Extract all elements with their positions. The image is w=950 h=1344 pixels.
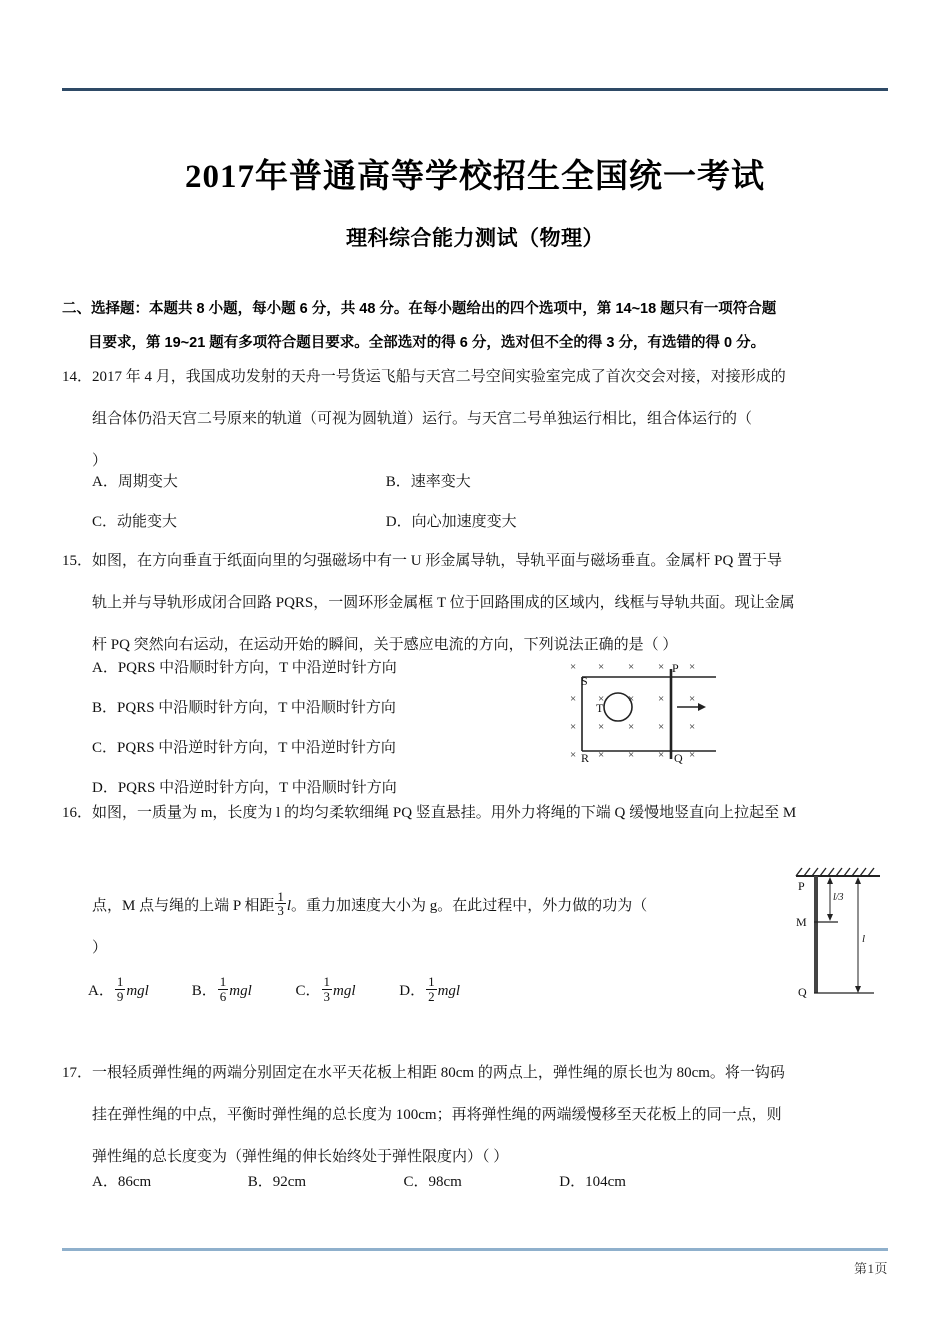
- fraction-numerator: 1: [323, 974, 331, 989]
- option-c-text: 动能变大: [117, 514, 178, 530]
- question-17-option-c[interactable]: [404, 1162, 556, 1202]
- label-p: P: [672, 661, 679, 675]
- hanging-rope-diagram: [784, 862, 888, 1002]
- option-c-fraction: [322, 975, 333, 1003]
- question-15-figure: [558, 655, 723, 772]
- option-c-text: 98cm: [428, 1174, 462, 1190]
- question-16-option-d[interactable]: [399, 975, 499, 1006]
- option-b-label: B．: [191, 983, 217, 1000]
- option-a-label: A．: [92, 474, 118, 490]
- question-16-option-c[interactable]: [296, 975, 396, 1006]
- question-15-option-b[interactable]: [92, 688, 397, 728]
- svg-text:×: ×: [628, 749, 635, 761]
- option-b-text: 速率变大: [410, 474, 471, 490]
- svg-text:×: ×: [658, 693, 665, 705]
- dimension-length-arrow-down: [855, 986, 861, 993]
- option-a-text: PQRS 中沿顺时针方向，T 中沿逆时针方向: [117, 660, 397, 676]
- fraction-denominator: 2: [428, 988, 435, 1004]
- page-number: 第1页: [853, 1261, 888, 1276]
- option-a-fraction: [115, 975, 126, 1003]
- question-14-line-2: 组合体仍沿天宫二号原来的轨道（可视为圆轨道）运行。与天宫二号单独运行相比，组合体运行的（: [92, 411, 753, 427]
- label-q: Q: [674, 751, 683, 765]
- dimension-third-arrow-up: [827, 877, 833, 884]
- u-shaped-rail-magnetic-field-diagram: [558, 655, 723, 767]
- svg-text:×: ×: [689, 749, 696, 761]
- svg-text:×: ×: [598, 693, 605, 705]
- svg-text:×: ×: [598, 721, 605, 733]
- question-16-line-1: 如图，一质量为 m，长度为 l 的均匀柔软细绳 PQ 竖直悬挂。用外力将绳的下端 Q 缓慢地竖直向上拉起至 M: [92, 805, 797, 821]
- fraction-numerator: 1: [219, 974, 227, 989]
- svg-text:×: ×: [570, 661, 577, 673]
- label-q: Q: [798, 985, 807, 999]
- question-16-option-b[interactable]: [192, 975, 292, 1006]
- option-c-label: C．: [92, 740, 118, 756]
- rope-figure-labels: [796, 879, 865, 999]
- option-d-expr: mgl: [437, 983, 461, 1000]
- svg-text:×: ×: [658, 749, 665, 761]
- svg-text:×: ×: [689, 661, 696, 673]
- dimension-length-arrow-up: [855, 877, 861, 884]
- option-d-label: D．: [92, 780, 118, 796]
- option-a-text: 86cm: [117, 1174, 152, 1190]
- question-14-number: 14．: [62, 369, 93, 385]
- option-b-label: B．: [385, 474, 411, 490]
- header-divider: [62, 88, 888, 91]
- question-15-options: [92, 648, 397, 808]
- option-b-fraction: [218, 975, 229, 1003]
- svg-text:×: ×: [689, 693, 696, 705]
- fraction-denominator: 3: [277, 903, 284, 919]
- question-16-option-row: [88, 975, 499, 1006]
- label-l: l: [862, 933, 866, 945]
- question-14-line-1: 2017 年 4 月，我国成功发射的天舟一号货运飞船与天宫二号空间实验室完成了首次交会对接，对接形成的: [92, 369, 786, 385]
- label-p: P: [798, 879, 805, 893]
- label-r: R: [581, 751, 590, 765]
- option-c-label: C．: [403, 1174, 429, 1190]
- section-instructions-line-2: 目要求，第 19~21 题有多项符合题目要求。全部选对的得 6 分，选对但不全的得 3 分，有选错的得 0 分。: [88, 335, 766, 351]
- question-17-option-row: [92, 1162, 711, 1202]
- question-14-options: [92, 462, 676, 542]
- footer-divider: [62, 1248, 888, 1251]
- question-14-option-d[interactable]: [386, 502, 676, 542]
- option-b-text: 92cm: [272, 1174, 307, 1190]
- option-d-label: D．: [385, 514, 412, 530]
- option-d-label: D．: [559, 1174, 586, 1190]
- question-15-line-2: 轨上并与导轨形成闭合回路 PQRS，一圆环形金属框 T 位于回路围成的区域内，线框与导轨共面。现让金属: [92, 595, 795, 611]
- question-14-option-row-2: [92, 502, 676, 542]
- option-c-expr: mgl: [333, 983, 356, 1000]
- question-16-figure: [784, 862, 888, 1007]
- fraction-numerator: 1: [277, 888, 284, 904]
- option-a-label: A．: [88, 983, 114, 1000]
- fraction-one-third: [275, 890, 286, 918]
- question-14-option-b[interactable]: [386, 462, 676, 502]
- question-17-option-b[interactable]: [248, 1162, 400, 1202]
- option-c-label: C．: [92, 514, 118, 530]
- svg-text:×: ×: [598, 661, 605, 673]
- label-l-over-3: l/3: [833, 892, 844, 903]
- question-15-option-a[interactable]: [92, 648, 397, 688]
- question-17-text: [62, 1052, 892, 1178]
- field-cross-symbols: [570, 661, 695, 761]
- section-instructions: [62, 292, 892, 360]
- svg-text:×: ×: [570, 721, 577, 733]
- ceiling-hatching: [796, 868, 874, 876]
- dimension-third-arrow-down: [827, 914, 833, 921]
- svg-text:×: ×: [658, 721, 665, 733]
- section-instructions-line-1: 二、选择题：本题共 8 小题，每小题 6 分，共 48 分。在每小题给出的四个选项中，第 14~18 题只有一项符合题: [62, 301, 777, 317]
- option-d-label: D．: [399, 983, 426, 1000]
- question-16-text: [62, 792, 892, 834]
- label-s: S: [581, 674, 588, 688]
- circular-loop-t: [604, 693, 635, 721]
- question-17: [62, 1052, 892, 1178]
- question-15-line-3: 杆 PQ 突然向右运动，在运动开始的瞬间，关于感应电流的方向，下列说法正确的是（ ）: [92, 637, 678, 653]
- page-title: 2017年普通高等学校招生全国统一考试: [185, 159, 765, 195]
- option-a-label: A．: [92, 1174, 118, 1190]
- option-a-expr: mgl: [126, 983, 149, 1000]
- svg-text:×: ×: [598, 749, 605, 761]
- question-16-options: [88, 975, 499, 1006]
- question-16-line-2-pre: 点，M 点与绳的上端 P 相距: [92, 898, 275, 914]
- svg-text:×: ×: [570, 693, 577, 705]
- option-d-fraction: [426, 975, 437, 1003]
- question-16-number: 16．: [62, 805, 93, 821]
- fraction-numerator: 1: [428, 974, 435, 989]
- question-15-number: 15．: [62, 553, 93, 569]
- question-16-option-a[interactable]: [88, 975, 188, 1006]
- question-17-number: 17．: [62, 1065, 93, 1081]
- question-17-line-3: 弹性绳的总长度变为（弹性绳的伸长始终处于弹性限度内）（ ）: [92, 1149, 509, 1165]
- svg-text:×: ×: [658, 661, 665, 673]
- svg-text:×: ×: [689, 721, 696, 733]
- question-16-line-3: ）: [92, 940, 108, 956]
- option-c-text: PQRS 中沿逆时针方向，T 中沿逆时针方向: [117, 740, 396, 756]
- option-d-text: PQRS 中沿逆时针方向，T 中沿顺时针方向: [117, 780, 397, 796]
- label-t: T: [596, 701, 604, 715]
- velocity-arrow-head: [698, 703, 706, 711]
- question-16: [62, 792, 892, 834]
- fraction-denominator: 3: [323, 988, 331, 1004]
- question-17-option-a[interactable]: [92, 1162, 244, 1202]
- question-17-line-1: 一根轻质弹性绳的两端分别固定在水平天花板上相距 80cm 的两点上，弹性绳的原长也为 80cm。将一钩码: [92, 1065, 785, 1081]
- option-d-text: 向心加速度变大: [411, 514, 517, 530]
- question-14-line-3: ）: [92, 453, 108, 469]
- svg-text:×: ×: [628, 693, 635, 705]
- question-14-option-a[interactable]: [92, 462, 382, 502]
- question-15-line-1: 如图，在方向垂直于纸面向里的匀强磁场中有一 U 形金属导轨，导轨平面与磁场垂直。金属杆 PQ 置于导: [92, 553, 783, 569]
- svg-text:×: ×: [628, 721, 635, 733]
- option-c-label: C．: [295, 983, 321, 1000]
- option-b-text: PQRS 中沿顺时针方向，T 中沿顺时针方向: [117, 700, 396, 716]
- svg-text:×: ×: [628, 661, 635, 673]
- fraction-denominator: 6: [219, 988, 227, 1004]
- fraction-unit: l: [286, 898, 292, 914]
- question-16-continued: [62, 885, 892, 969]
- option-b-label: B．: [92, 700, 118, 716]
- question-14-option-row-1: [92, 462, 676, 502]
- option-b-label: B．: [247, 1174, 273, 1190]
- fraction-numerator: 1: [116, 974, 124, 989]
- fraction-denominator: 9: [116, 988, 124, 1004]
- question-15-option-c[interactable]: [92, 728, 397, 768]
- question-17-line-2: 挂在弹性绳的中点，平衡时弹性绳的总长度为 100cm；再将弹性绳的两端缓慢移至天花板上的同一点，则: [92, 1107, 782, 1123]
- page-subtitle: 理科综合能力测试（物理）: [346, 227, 604, 250]
- option-b-expr: mgl: [229, 983, 252, 1000]
- option-d-text: 104cm: [585, 1174, 626, 1190]
- question-14-option-c[interactable]: [92, 502, 382, 542]
- question-17-option-d[interactable]: [559, 1162, 711, 1202]
- option-a-label: A．: [92, 660, 118, 676]
- option-a-text: 周期变大: [117, 474, 178, 490]
- question-17-options: [92, 1162, 711, 1202]
- question-16-line-2-post: 。重力加速度大小为 g。在此过程中，外力做的功为（: [291, 898, 648, 914]
- svg-text:×: ×: [570, 749, 577, 761]
- label-m: M: [796, 915, 807, 929]
